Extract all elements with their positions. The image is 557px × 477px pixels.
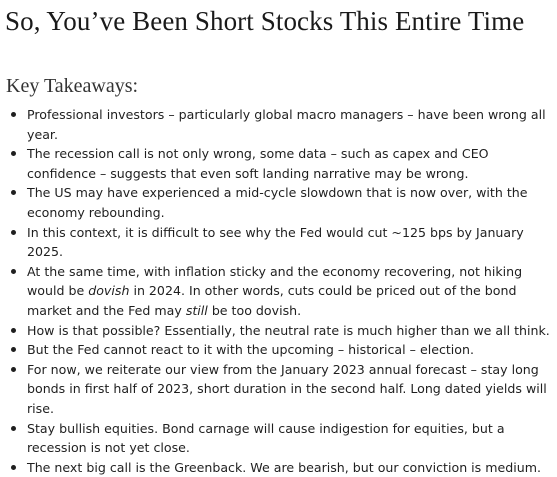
emphasis-still: still	[185, 302, 208, 318]
bullet-icon	[11, 328, 16, 333]
key-takeaways-heading: Key Takeaways:	[6, 75, 139, 97]
takeaway-text: Stay bullish equities. Bond carnage will cause indigestion for equities, but a recession is not yet close.	[27, 420, 505, 456]
takeaway-item	[0, 340, 557, 360]
bullet-icon	[11, 347, 16, 352]
takeaway-item	[0, 183, 557, 222]
bullet-icon	[11, 190, 16, 195]
takeaway-text-part: in 2024. In other words, cuts could be priced out of the bond market and the Fed may	[27, 283, 517, 318]
takeaway-text: For now, we reiterate our view from the January 2023 annual forecast – stay long bonds in first half of 2023, short duration in the second half. Long dated yields will rise.	[27, 361, 547, 416]
takeaway-text: Professional investors – particularly global macro managers – have been wrong all year.	[27, 107, 546, 142]
bullet-icon	[11, 230, 16, 235]
takeaway-text: How is that possible? Essentially, the neutral rate is much higher than we all think.	[27, 322, 550, 338]
emphasis-dovish: dovish	[88, 283, 130, 299]
takeaway-item	[0, 223, 557, 262]
takeaway-item	[0, 458, 557, 477]
takeaway-item	[0, 360, 557, 419]
bullet-icon	[11, 465, 16, 470]
bullet-icon	[11, 367, 16, 372]
takeaway-text-part: be too dovish.	[207, 302, 302, 318]
takeaway-item	[0, 262, 557, 321]
takeaway-text: The US may have experienced a mid-cycle slowdown that is now over, with the economy rebounding.	[27, 185, 528, 220]
takeaway-text: In this context, it is difficult to see why the Fed would cut ~125 bps by January 2025.	[27, 224, 524, 260]
bullet-icon	[11, 151, 16, 156]
takeaway-text: But the Fed cannot react to it with the upcoming – historical – election.	[27, 342, 474, 358]
takeaway-item	[0, 419, 557, 458]
bullet-icon	[11, 112, 16, 117]
takeaway-text: The recession call is not only wrong, some data – such as capex and CEO confidence – suggests that even soft landing narrative may be wrong.	[27, 146, 489, 181]
takeaway-text: The next big call is the Greenback. We are bearish, but our conviction is medium.	[27, 459, 542, 475]
key-takeaways-list	[0, 105, 557, 477]
bullet-icon	[11, 269, 16, 274]
takeaway-text-part: At the same time, with inflation sticky and the economy recovering, not hiking would be	[27, 263, 523, 299]
takeaway-item	[0, 105, 557, 144]
takeaway-item	[0, 321, 557, 341]
article-title: So, You’ve Been Short Stocks This Entire Time	[5, 6, 525, 36]
bullet-icon	[11, 426, 16, 431]
takeaway-item	[0, 144, 557, 183]
